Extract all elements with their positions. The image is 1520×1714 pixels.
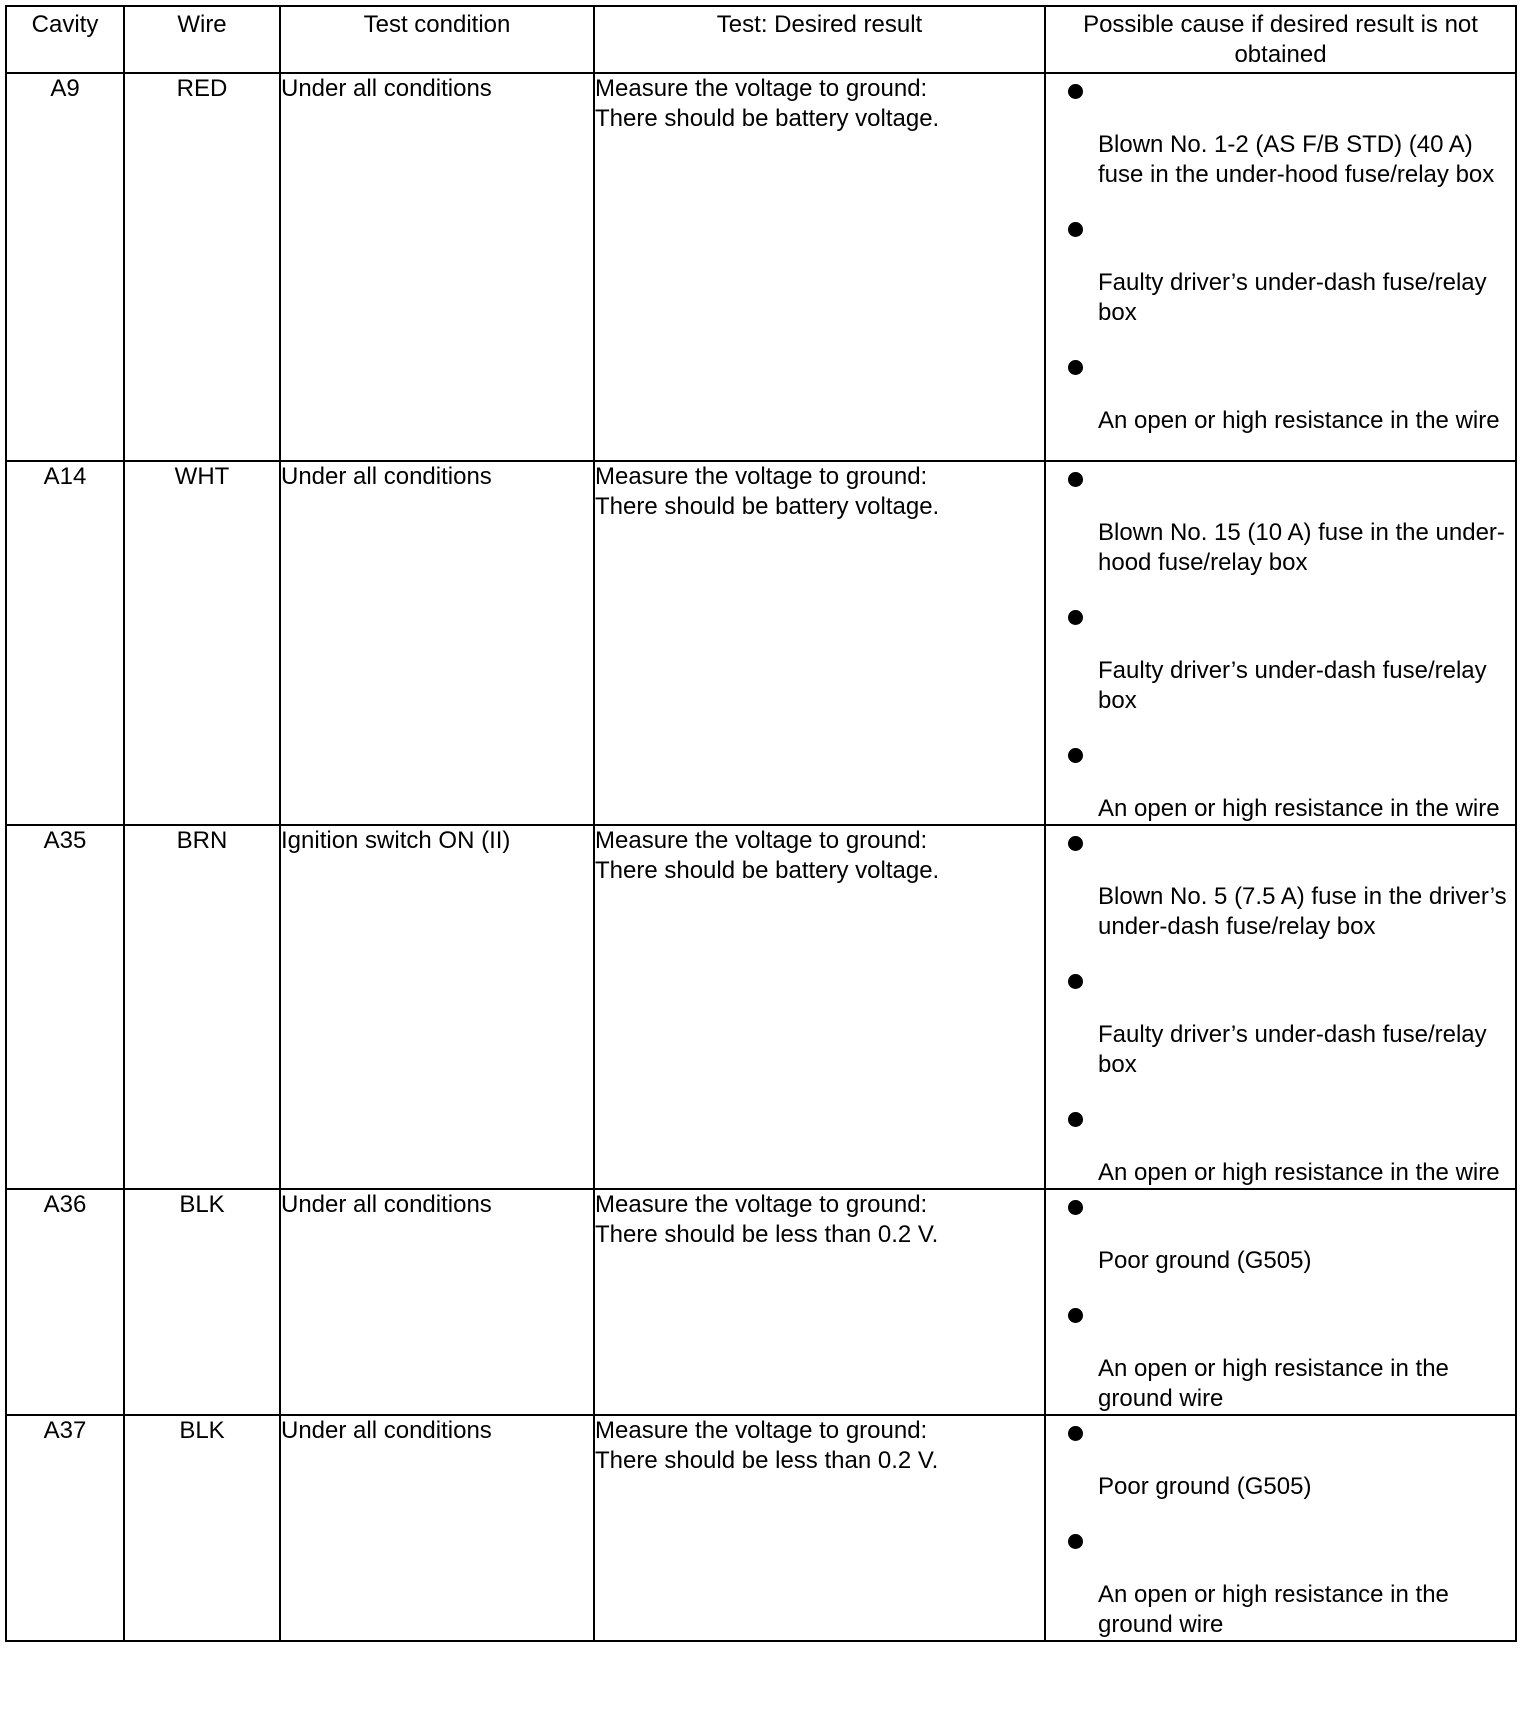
result-line: Measure the voltage to ground:	[595, 75, 928, 102]
bullet-icon	[1068, 836, 1083, 851]
result-line: There should be less than 0.2 V.	[595, 1221, 939, 1248]
cause-text: Poor ground (G505)	[1098, 1473, 1312, 1500]
desired-result-cell	[594, 73, 1045, 461]
cause-text: Blown No. 1-2 (AS F/B STD) (40 A) fuse in the under-hood fuse/relay box	[1098, 131, 1495, 188]
bullet-icon	[1068, 1200, 1083, 1215]
cause-item	[1046, 1416, 1515, 1502]
possible-cause-cell	[1045, 825, 1516, 1189]
cause-text: Poor ground (G505)	[1098, 1247, 1312, 1274]
test-condition-cell: Under all conditions	[280, 1189, 594, 1415]
cause-item	[1046, 462, 1515, 578]
result-line: There should be battery voltage.	[595, 493, 940, 520]
result-line: Measure the voltage to ground:	[595, 827, 928, 854]
table-row	[6, 73, 1516, 461]
cavity-cell: A36	[6, 1189, 124, 1415]
bullet-icon	[1068, 974, 1083, 989]
wire-cell: BLK	[124, 1415, 280, 1641]
bullet-icon	[1068, 84, 1083, 99]
header-desired-result: Test: Desired result	[594, 6, 1045, 73]
cause-list	[1046, 462, 1515, 824]
cavity-cell: A9	[6, 73, 124, 461]
cause-item	[1046, 1102, 1515, 1188]
table-row	[6, 1189, 1516, 1415]
table-row	[6, 1415, 1516, 1641]
cavity-cell: A14	[6, 461, 124, 825]
cause-text: Faulty driver’s under-dash fuse/relay box	[1098, 1021, 1487, 1078]
possible-cause-cell	[1045, 1189, 1516, 1415]
test-condition-cell: Under all conditions	[280, 1415, 594, 1641]
diagnostic-table	[5, 5, 1517, 1642]
result-line: Measure the voltage to ground:	[595, 1191, 928, 1218]
cause-text: An open or high resistance in the wire	[1098, 795, 1500, 822]
cause-item	[1046, 738, 1515, 824]
cavity-cell: A35	[6, 825, 124, 1189]
cavity-cell: A37	[6, 1415, 124, 1641]
header-cavity: Cavity	[6, 6, 124, 73]
desired-result-cell	[594, 1415, 1045, 1641]
wire-cell: RED	[124, 73, 280, 461]
result-line: There should be battery voltage.	[595, 857, 940, 884]
bullet-icon	[1068, 1112, 1083, 1127]
result-line: Measure the voltage to ground:	[595, 1417, 928, 1444]
wire-cell: BLK	[124, 1189, 280, 1415]
possible-cause-cell	[1045, 1415, 1516, 1641]
table-row	[6, 825, 1516, 1189]
cause-item	[1046, 74, 1515, 190]
possible-cause-cell	[1045, 461, 1516, 825]
cause-text: An open or high resistance in the wire	[1098, 1159, 1500, 1186]
cause-text: Faulty driver’s under-dash fuse/relay box	[1098, 269, 1487, 326]
result-line: There should be less than 0.2 V.	[595, 1447, 939, 1474]
bullet-icon	[1068, 1426, 1083, 1441]
bullet-icon	[1068, 360, 1083, 375]
cause-list	[1046, 1416, 1515, 1640]
cause-text: An open or high resistance in the ground wire	[1098, 1355, 1449, 1412]
wire-cell: WHT	[124, 461, 280, 825]
desired-result-cell	[594, 1189, 1045, 1415]
test-condition-cell: Ignition switch ON (II)	[280, 825, 594, 1189]
desired-result-cell	[594, 825, 1045, 1189]
possible-cause-cell	[1045, 73, 1516, 461]
bullet-icon	[1068, 1534, 1083, 1549]
cause-list	[1046, 826, 1515, 1188]
result-line: There should be battery voltage.	[595, 105, 940, 132]
cause-item	[1046, 1298, 1515, 1414]
cause-text: Blown No. 5 (7.5 A) fuse in the driver’s under-dash fuse/relay box	[1098, 883, 1507, 940]
cause-item	[1046, 350, 1515, 436]
desired-result-cell	[594, 461, 1045, 825]
bullet-icon	[1068, 222, 1083, 237]
table-body	[6, 73, 1516, 1641]
cause-text: Faulty driver’s under-dash fuse/relay box	[1098, 657, 1487, 714]
cause-text: An open or high resistance in the wire	[1098, 407, 1500, 434]
header-wire: Wire	[124, 6, 280, 73]
cause-item	[1046, 600, 1515, 716]
cause-list	[1046, 74, 1515, 436]
test-condition-cell: Under all conditions	[280, 73, 594, 461]
cause-item	[1046, 1190, 1515, 1276]
bullet-icon	[1068, 610, 1083, 625]
bullet-icon	[1068, 472, 1083, 487]
table-row	[6, 461, 1516, 825]
cause-text: An open or high resistance in the ground wire	[1098, 1581, 1449, 1638]
bullet-icon	[1068, 1308, 1083, 1323]
cause-item	[1046, 964, 1515, 1080]
header-possible-cause: Possible cause if desired result is not obtained	[1045, 6, 1516, 73]
result-line: Measure the voltage to ground:	[595, 463, 928, 490]
wire-cell: BRN	[124, 825, 280, 1189]
header-test-condition: Test condition	[280, 6, 594, 73]
cause-item	[1046, 212, 1515, 328]
test-condition-cell: Under all conditions	[280, 461, 594, 825]
cause-item	[1046, 826, 1515, 942]
cause-item	[1046, 1524, 1515, 1640]
bullet-icon	[1068, 748, 1083, 763]
header-row	[6, 6, 1516, 73]
cause-list	[1046, 1190, 1515, 1414]
cause-text: Blown No. 15 (10 A) fuse in the under-hood fuse/relay box	[1098, 519, 1505, 576]
